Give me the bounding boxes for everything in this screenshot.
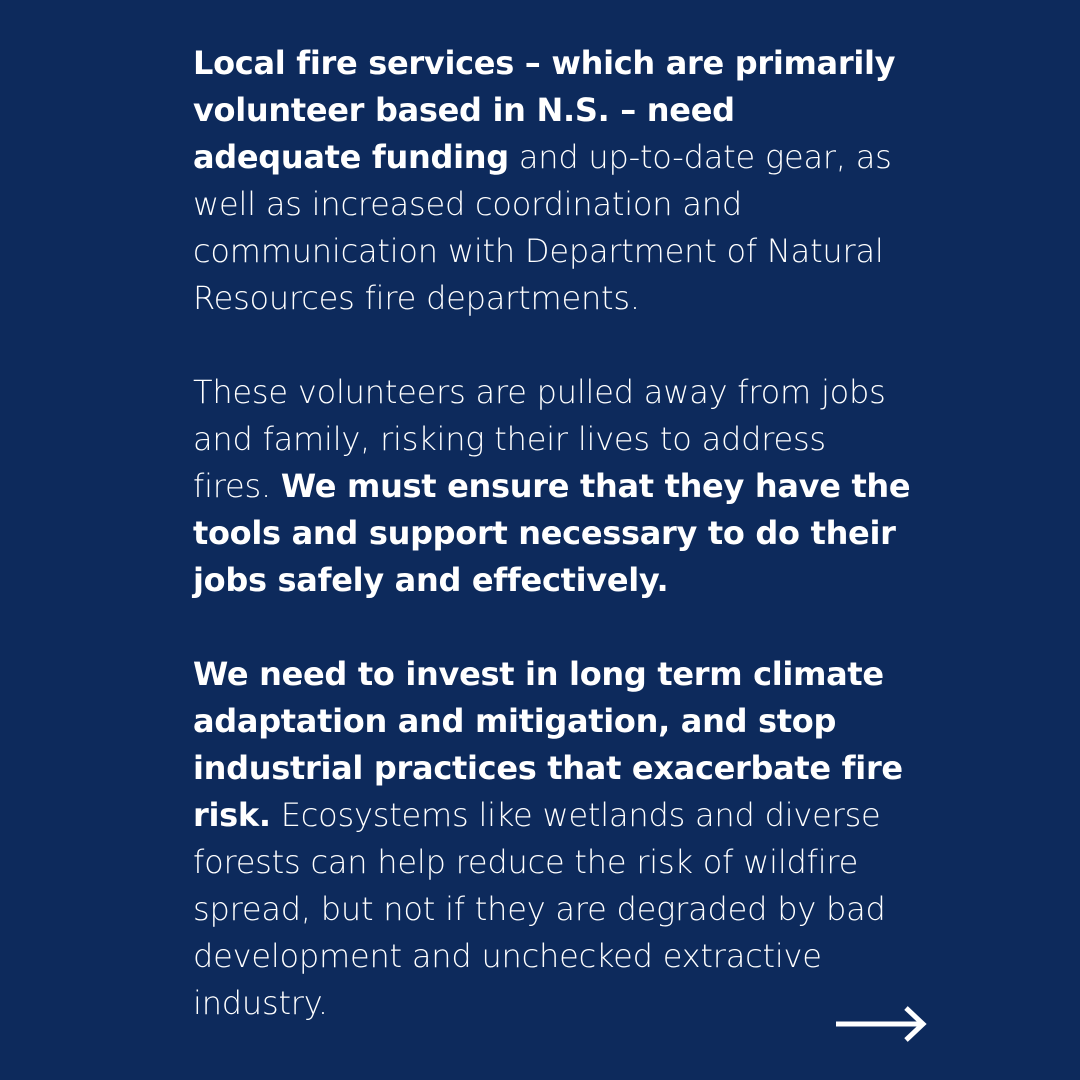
regular-run: These volunteers are pulled away from jobs and family, risking their lives to address fires.	[193, 373, 886, 505]
regular-run: Ecosystems like wetlands and diverse forests can help reduce the risk of wildfire spread, but not if they are degraded by bad development and unchecked extractive industry.	[193, 796, 886, 1022]
regular-run: and up-to-date gear, as well as increased coordination and communication with Department of Natural Resources fire departments.	[193, 138, 892, 317]
bold-run: We need to invest in long term climate adaptation and mitigation, and stop industrial practices that exacerbate fire risk.	[193, 655, 903, 834]
right-arrow-icon[interactable]	[836, 1004, 928, 1044]
paragraph-local-fire-services	[193, 40, 913, 322]
right-arrow-icon-svg	[836, 1004, 928, 1044]
bold-run: Local fire services – which are primarily volunteer based in N.S. – need adequate funding	[193, 44, 896, 176]
bold-run: We must ensure that they have the tools and support necessary to do their jobs safely and effectively.	[193, 467, 911, 599]
body-text	[193, 40, 913, 1074]
paragraph-climate-adaptation	[193, 651, 913, 1027]
paragraph-volunteers	[193, 369, 913, 604]
